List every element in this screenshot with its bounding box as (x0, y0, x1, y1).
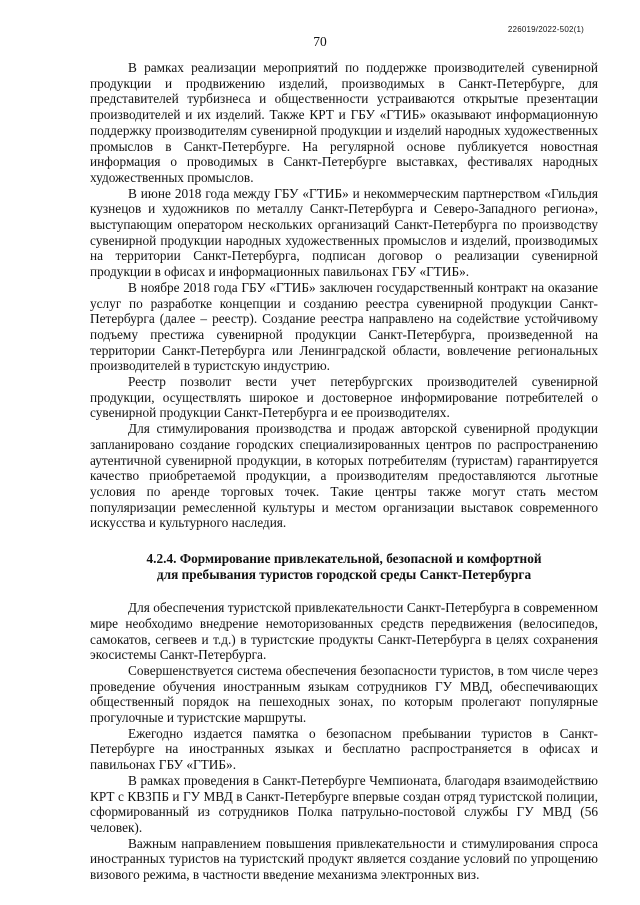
paragraph: Важным направлением повышения привлекательности и стимулирования спроса иностранных туристов на туристский продукт является создание условий по упрощению визового режима, в частности введение механизма электронных виз. (90, 835, 598, 883)
section-heading-line-2: для пребывания туристов городской среды Санкт-Петербурга (156, 567, 532, 583)
section-heading-line-1: 4.2.4. Формирование привлекательной, безопасной и комфортной (146, 551, 542, 567)
section-heading (90, 551, 598, 583)
page-number: 70 (313, 34, 327, 49)
document-body (90, 60, 598, 883)
document-id: 226019/2022-502(1) (507, 25, 584, 34)
paragraph: Совершенствуется система обеспечения безопасности туристов, в том числе через проведение обучения иностранным языкам сотрудников ГУ МВД, обеспечивающих общественный порядок на пешеходных зонах, по которым пролегают популярные прогулочные и туристские маршруты. (90, 662, 598, 726)
paragraph: В июне 2018 года между ГБУ «ГТИБ» и некоммерческим партнерством «Гильдия кузнецов и художников по металлу Санкт-Петербурга и Северо-Западного региона», выступающим оператором нескольких организаций Санкт-Петербурга по производству сувенирной продукции народных художественных промыслов и изделий, производимых на территории Санкт-Петербурга, подписан договор о реализации сувенирной продукции в офисах и информационных павильонах ГБУ «ГТИБ». (90, 185, 598, 280)
paragraph: Ежегодно издается памятка о безопасном пребывании туристов в Санкт-Петербурге на иностранных языках и бесплатно распространяется в офисах и павильонах ГБУ «ГТИБ». (90, 725, 598, 773)
paragraph: Для стимулирования производства и продаж авторской сувенирной продукции запланировано создание городских специализированных центров по распространению аутентичной сувенирной продукции, в которых потребителям (туристам) гарантируется качество приобретаемой продукции, а производителям предоставляются льготные условия по аренде торговых точек. Такие центры также могут стать местом популяризации ремесленной культуры и местом организации выставок современного искусства и культурного наследия. (90, 421, 598, 531)
paragraph: В рамках проведения в Санкт-Петербурге Чемпионата, благодаря взаимодействию КРТ с КВЗПБ и ГУ МВД в Санкт-Петербурге впервые создан отряд туристской полиции, сформированный из сотрудников Полка патрульно-постовой службы ГУ МВД (56 человек). (90, 772, 598, 835)
paragraph: В ноябре 2018 года ГБУ «ГТИБ» заключен государственный контракт на оказание услуг по разработке концепции и созданию реестра сувенирной продукции Санкт-Петербурга (далее – реестр). Создание реестра направлено на содействие устойчивому подъему престижа сувенирной продукции Санкт-Петербурга, произведенной на территории Санкт-Петербурга или Ленинградской области, вовлечение региональных производителей в туристскую индустрию. (90, 279, 598, 374)
paragraph: Реестр позволит вести учет петербургских производителей сувенирной продукции, осуществлять широкое и достоверное информирование потребителей о сувенирной продукции Санкт-Петербурга и ее производителях. (90, 374, 598, 421)
paragraph: В рамках реализации мероприятий по поддержке производителей сувенирной продукции и продвижению изделий, производимых в Санкт-Петербурге, для представителей турбизнеса и общественности устраиваются открытые презентации производителей и их изделий. Также КРТ и ГБУ «ГТИБ» оказывают информационную поддержку производителям сувенирной продукции и изделий народных художественных промыслов в Санкт-Петербурге. На регулярной основе публикуется новостная информация о проводимых в Санкт-Петербурге выставках, фестивалях народных художественных промыслов. (90, 60, 598, 185)
paragraph: Для обеспечения туристской привлекательности Санкт-Петербурга в современном мире необходимо внедрение немоторизованных средств передвижения (велосипедов, самокатов, сегвеев и т.д.) в туристские продукты Санкт-Петербурга в целях сохранения экосистемы Санкт-Петербурга. (90, 600, 598, 663)
